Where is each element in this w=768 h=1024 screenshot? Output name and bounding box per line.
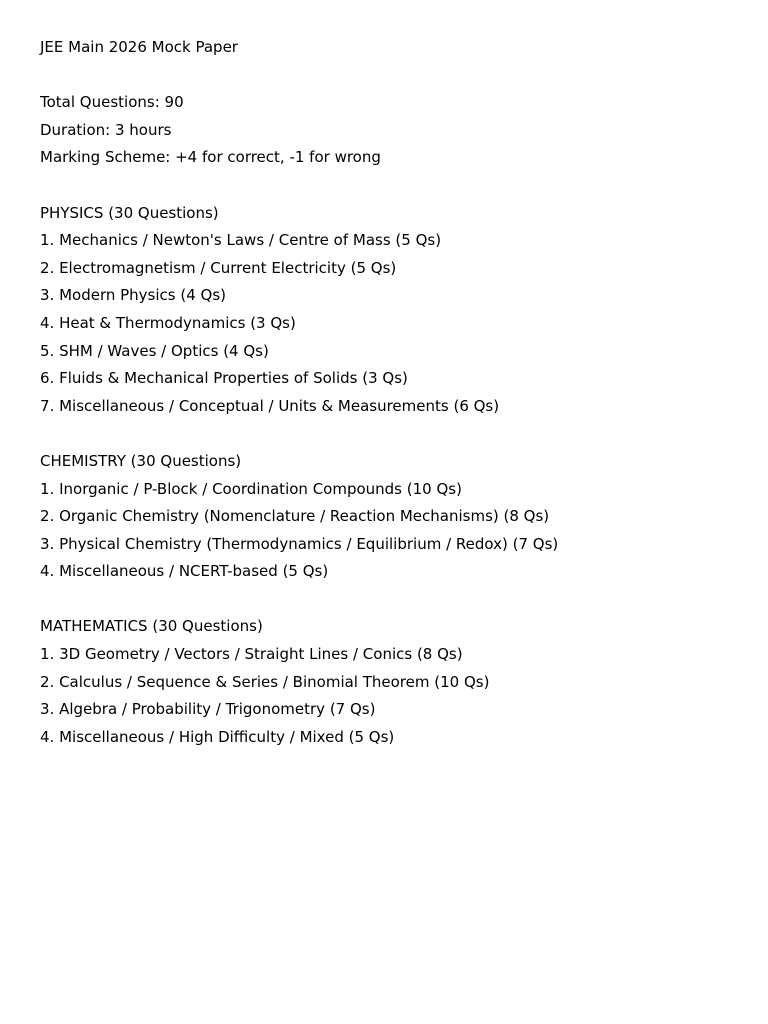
list-item: 1. Mechanics / Newton's Laws / Centre of Mass (5 Qs) <box>40 231 442 250</box>
duration: Duration: 3 hours <box>40 120 172 139</box>
section-mathematics <box>40 615 740 753</box>
list-item: 5. SHM / Waves / Optics (4 Qs) <box>40 341 269 360</box>
spacer <box>40 64 740 92</box>
section-physics <box>40 202 740 423</box>
list-item: 4. Heat & Thermodynamics (3 Qs) <box>40 313 296 332</box>
list-item: 2. Electromagnetism / Current Electricity (5 Qs) <box>40 258 397 277</box>
list-item: 6. Fluids & Mechanical Properties of Solids (3 Qs) <box>40 369 408 388</box>
list-item: 7. Miscellaneous / Conceptual / Units & Measurements (6 Qs) <box>40 396 500 415</box>
list-item: 1. 3D Geometry / Vectors / Straight Lines / Conics (8 Qs) <box>40 645 463 664</box>
section-chemistry <box>40 450 740 588</box>
section-heading: CHEMISTRY (30 Questions) <box>40 451 242 470</box>
spacer <box>40 588 740 616</box>
document-body <box>40 36 740 753</box>
spacer <box>40 422 740 450</box>
list-item: 3. Algebra / Probability / Trigonometry (7 Qs) <box>40 700 376 719</box>
total-questions: Total Questions: 90 <box>40 93 184 112</box>
list-item: 2. Organic Chemistry (Nomenclature / Reaction Mechanisms) (8 Qs) <box>40 507 550 526</box>
list-item: 3. Modern Physics (4 Qs) <box>40 286 227 305</box>
list-item: 2. Calculus / Sequence & Series / Binomial Theorem (10 Qs) <box>40 672 490 691</box>
list-item: 1. Inorganic / P-Block / Coordination Compounds (10 Qs) <box>40 479 462 498</box>
document-title: JEE Main 2026 Mock Paper <box>40 38 238 56</box>
spacer <box>40 174 740 202</box>
list-item: 3. Physical Chemistry (Thermodynamics / Equilibrium / Redox) (7 Qs) <box>40 534 559 553</box>
section-heading: MATHEMATICS (30 Questions) <box>40 617 263 636</box>
marking-scheme: Marking Scheme: +4 for correct, -1 for wrong <box>40 148 381 167</box>
list-item: 4. Miscellaneous / High Difficulty / Mixed (5 Qs) <box>40 727 395 746</box>
section-heading: PHYSICS (30 Questions) <box>40 203 219 222</box>
list-item: 4. Miscellaneous / NCERT-based (5 Qs) <box>40 562 329 581</box>
